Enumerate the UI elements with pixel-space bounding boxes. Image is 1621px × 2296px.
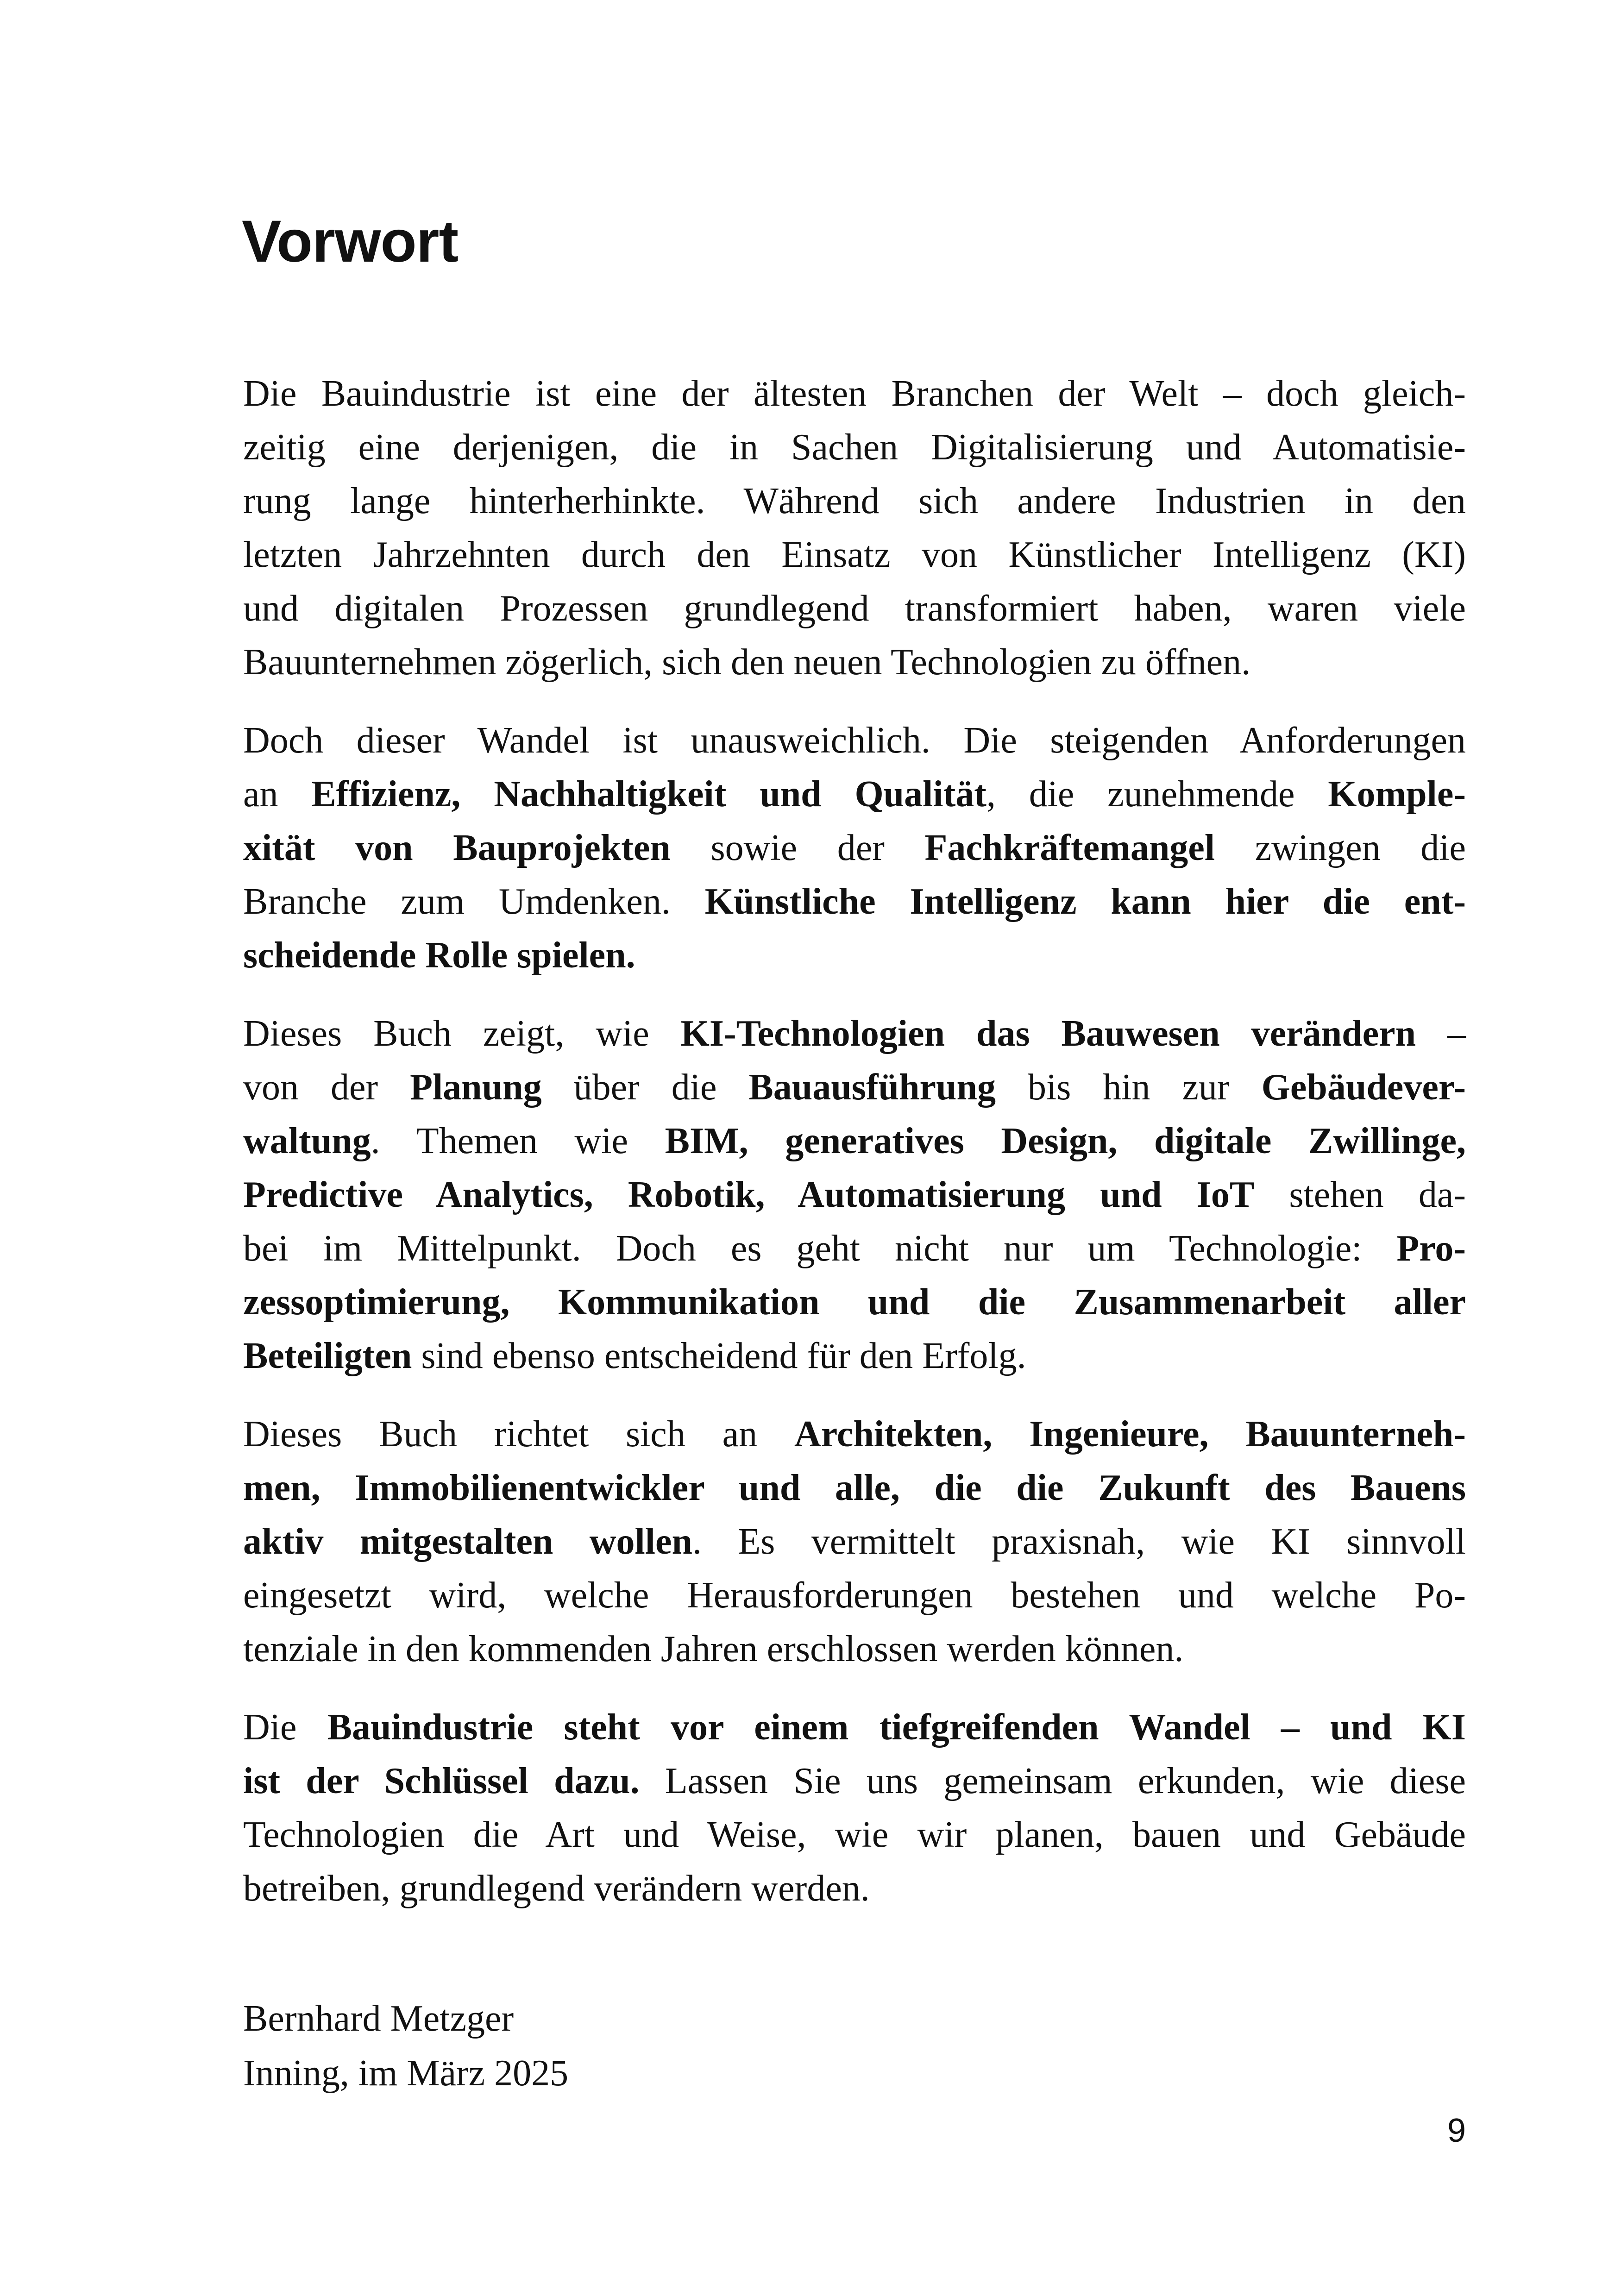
bold-text: Bauindustrie steht vor einem tiefgreifenden Wandel – und KI [327,1707,1466,1748]
text-line [243,1168,1466,1222]
text-line [243,1329,1466,1383]
bold-text: xität von Bauprojekten [243,828,671,868]
text: Dieses Buch zeigt, wie [243,1013,681,1054]
signature-place-date: Inning, im März 2025 [243,2053,569,2094]
text-line [243,1700,1466,1754]
text: zeitig eine derjenigen, die in Sachen Digitalisierung und Automatisie- [243,427,1466,468]
page-number: 9 [1447,2112,1466,2149]
text: eingesetzt wird, welche Herausforderungen bestehen und welche Po- [243,1575,1466,1616]
text-line [243,1862,1466,1915]
text: und digitalen Prozessen grundlegend transformiert haben, waren viele [243,588,1466,629]
text-line [243,1114,1466,1168]
text: Branche zum Umdenken. [243,881,705,922]
text: Lassen Sie uns gemeinsam erkunden, wie diese [639,1761,1466,1801]
text-line [243,821,1466,875]
text-line [243,528,1466,582]
signature-author: Bernhard Metzger [243,1998,514,2039]
text-line [243,582,1466,635]
text-line [243,1407,1466,1461]
bold-text: Planung [410,1067,542,1108]
text: sind ebenso entscheidend für den Erfolg. [412,1336,1026,1376]
text: tenziale in den kommenden Jahren erschlossen werden können. [243,1629,1184,1669]
text-line [243,1568,1466,1622]
text-line [243,1060,1466,1114]
text: bis hin zur [996,1067,1262,1108]
bold-text: Architekten, Ingenieure, Bauunterneh- [794,1414,1466,1455]
bold-text: Effizienz, Nachhaltigkeit und Qualität [311,774,986,815]
text: bei im Mittelpunkt. Doch es geht nicht nur um Technologie: [243,1228,1397,1269]
text: – [1416,1013,1466,1054]
text-line [243,1275,1466,1329]
page-title: Vorwort [242,208,459,275]
bold-text: Komple- [1328,774,1466,815]
text-line [243,1754,1466,1808]
text: rung lange hinterherhinkte. Während sich andere Industrien in den [243,481,1466,521]
text: sowie der [670,828,925,868]
text: über die [541,1067,749,1108]
text-line [243,420,1466,474]
paragraph [243,1007,1466,1383]
text-line [243,1461,1466,1515]
bold-text: Beteiligten [243,1336,412,1376]
bold-text: Predictive Analytics, Robotik, Automatisierung und IoT [243,1174,1255,1215]
text: , die zunehmende [986,774,1328,815]
text: Die Bauindustrie ist eine der ältesten Branchen der Welt – doch gleich- [243,373,1466,414]
bold-text: Künstliche Intelligenz kann hier die ent- [704,881,1466,922]
paragraph [243,714,1466,982]
text: . Themen wie [371,1121,665,1161]
bold-text: BIM, generatives Design, digitale Zwillinge, [665,1121,1466,1161]
text-line [243,1515,1466,1568]
text-line [243,928,1466,982]
text: . Es vermittelt praxisnah, wie KI sinnvoll [692,1521,1466,1562]
text: Dieses Buch richtet sich an [243,1414,794,1455]
bold-text: Gebäudever- [1261,1067,1466,1108]
bold-text: waltung [243,1121,371,1161]
text-line [243,1622,1466,1676]
bold-text: KI-Technologien das Bauwesen verändern [680,1013,1416,1054]
text: stehen da- [1254,1174,1466,1215]
text: zwingen die [1215,828,1466,868]
paragraph [243,1700,1466,1915]
paragraph [243,367,1466,689]
bold-text: scheidende Rolle spielen. [243,935,635,976]
text: Die [243,1707,327,1748]
bold-text: aktiv mitgestalten wollen [243,1521,692,1562]
text: von der [243,1067,410,1108]
text-line [243,714,1466,767]
text-line [243,875,1466,928]
text-line [243,635,1466,689]
bold-text: zessoptimierung, Kommunikation und die Zusammenarbeit aller [243,1282,1466,1323]
text-line [243,767,1466,821]
bold-text: Pro- [1396,1228,1466,1269]
text-line [243,1222,1466,1275]
paragraph [243,1407,1466,1676]
text: an [243,774,312,815]
bold-text: Fachkräftemangel [924,828,1215,868]
text: Technologien die Art und Weise, wie wir planen, bauen und Gebäude [243,1814,1466,1855]
text: Doch dieser Wandel ist unausweichlich. Die steigenden Anforderungen [243,720,1466,761]
text: betreiben, grundlegend verändern werden. [243,1868,870,1909]
bold-text: ist der Schlüssel dazu. [243,1761,640,1801]
bold-text: Bauausführung [748,1067,996,1108]
text: Bauunternehmen zögerlich, sich den neuen Technologien zu öffnen. [243,642,1251,683]
text-line [243,1007,1466,1060]
text-line [243,1808,1466,1862]
text: letzten Jahrzehnten durch den Einsatz von Künstlicher Intelligenz (KI) [243,534,1466,575]
text-line [243,367,1466,420]
text-line [243,474,1466,528]
signature-block [243,1991,568,2101]
bold-text: men, Immobilienentwickler und alle, die die Zukunft des Bauens [243,1468,1466,1508]
preface-body [243,367,1466,1940]
